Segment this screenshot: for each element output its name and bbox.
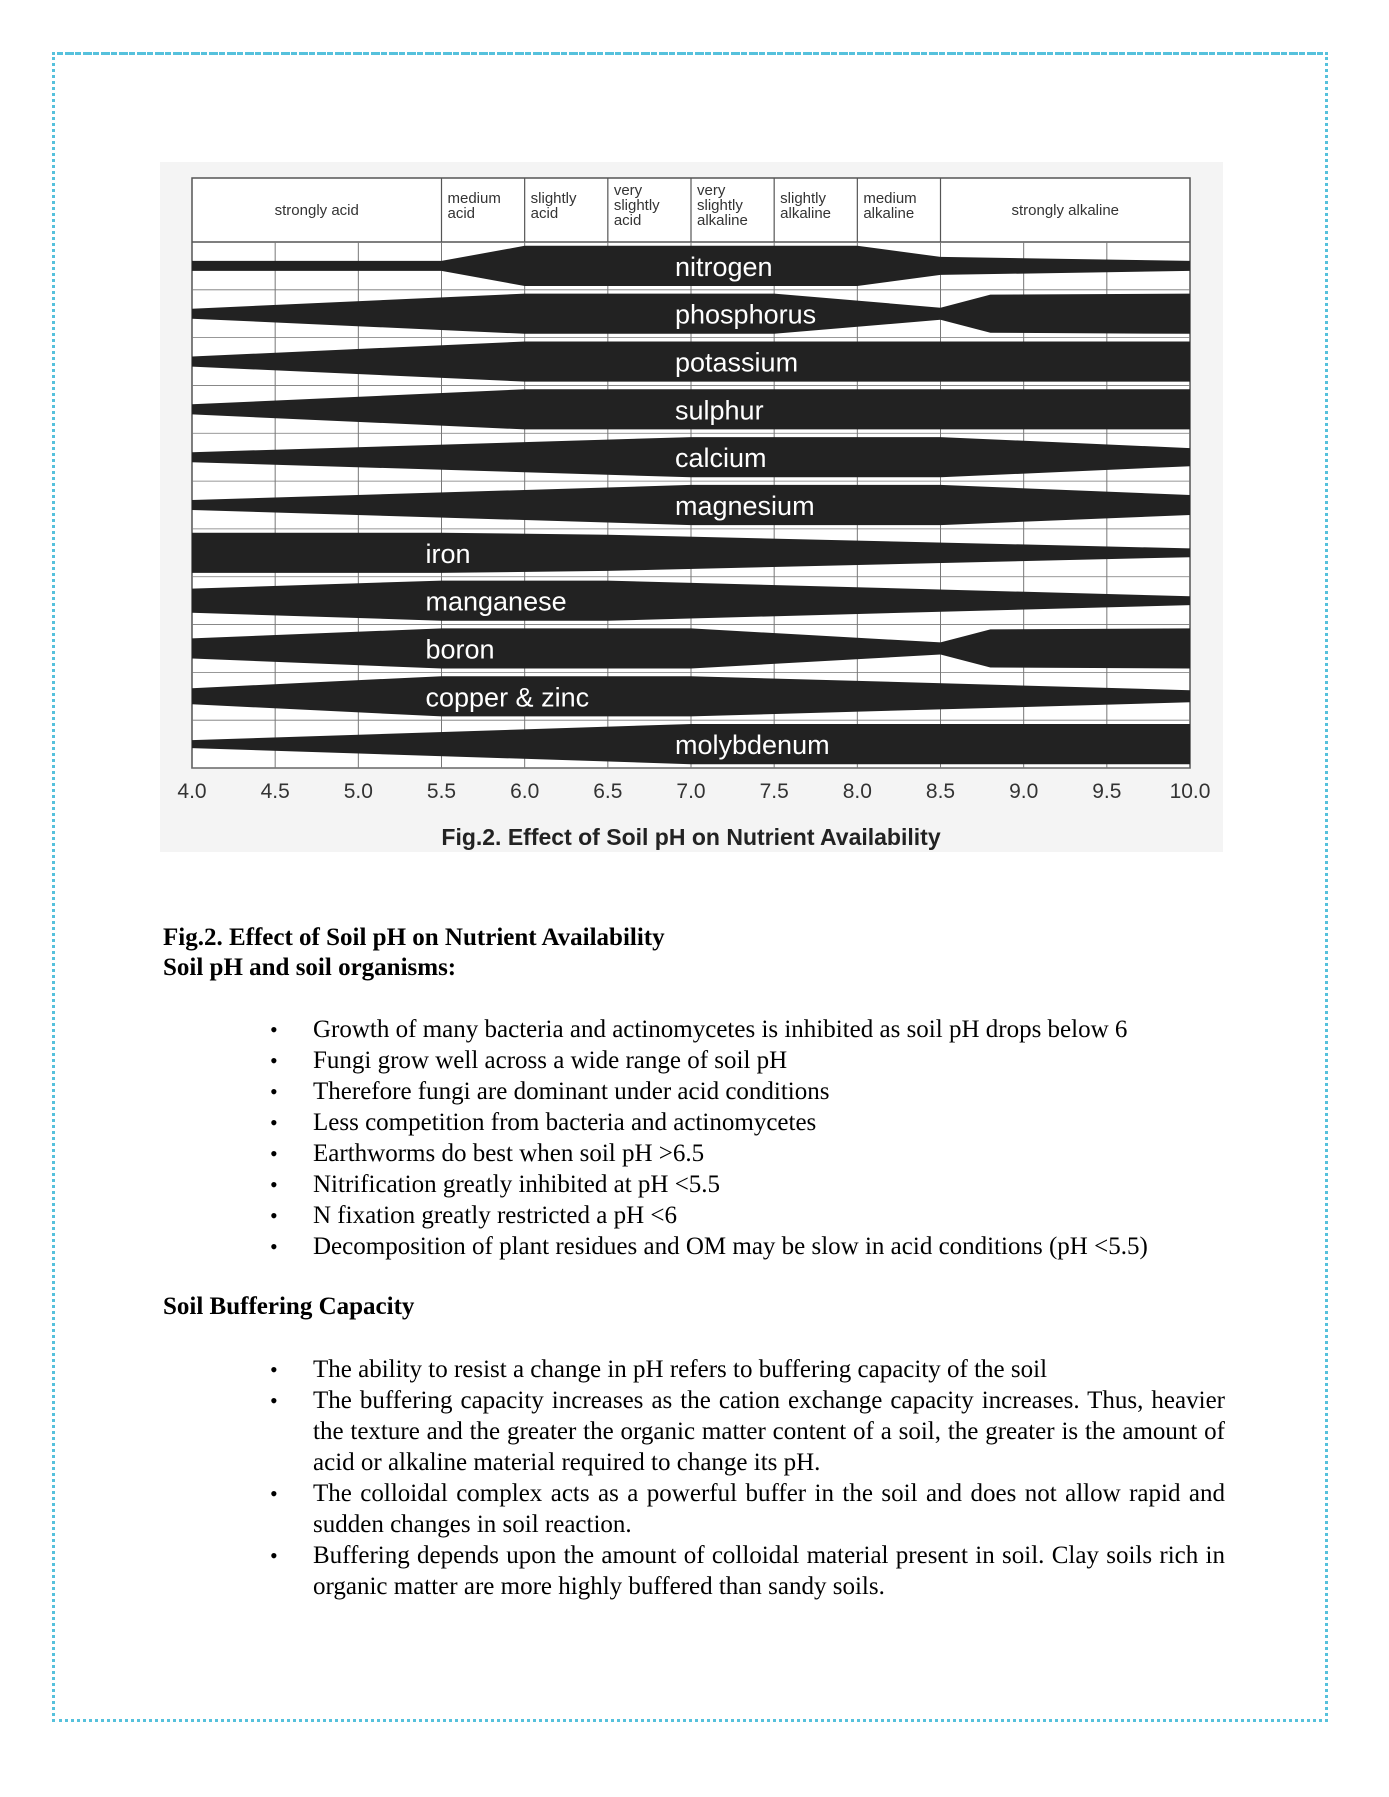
- zone-label: slightly: [613, 197, 660, 214]
- x-tick-label: 9.0: [1009, 780, 1039, 803]
- zone-label: alkaline: [697, 212, 748, 229]
- zone-label: very: [613, 182, 643, 199]
- zone-label: alkaline: [780, 205, 832, 222]
- zone-label: alkaline: [863, 205, 915, 222]
- x-tick-label: 5.5: [426, 780, 457, 803]
- list-item: • The buffering capacity increases as the cation exchange capacity increases. Thus, heavier the texture and the greater the organic matter content of a soil, the greater is the amount of acid or alkaline material required to change its pH.: [250, 1385, 1225, 1478]
- nutrient-label: boron: [425, 634, 495, 665]
- nutrient-label: phosphorus: [675, 299, 817, 330]
- nutrient-label: manganese: [425, 586, 567, 617]
- zone-label: strongly alkaline: [1011, 202, 1120, 219]
- zone-label: strongly acid: [274, 202, 359, 219]
- ph-nutrient-chart: [160, 162, 1223, 852]
- chart-caption: Fig.2. Effect of Soil pH on Nutrient Availability: [441, 824, 941, 850]
- nutrient-label: molybdenum: [675, 730, 830, 761]
- nutrient-label: sulphur: [675, 395, 764, 426]
- section-heading-buffering: Soil Buffering Capacity: [163, 1293, 415, 1320]
- list-item: • Therefore fungi are dominant under acid conditions: [250, 1076, 1225, 1107]
- list-item: • Decomposition of plant residues and OM may be slow in acid conditions (pH <5.5): [250, 1231, 1225, 1262]
- list-item: • N fixation greatly restricted a pH <6: [250, 1200, 1225, 1231]
- figure-caption-text: Fig.2. Effect of Soil pH on Nutrient Availability: [163, 924, 665, 951]
- chart-svg: [160, 162, 1223, 852]
- soil-organisms-list: [250, 1014, 1225, 1262]
- nutrient-label: potassium: [675, 347, 799, 378]
- list-item: • Less competition from bacteria and actinomycetes: [250, 1107, 1225, 1138]
- x-tick-label: 7.0: [676, 780, 706, 803]
- x-tick-label: 7.5: [759, 780, 789, 803]
- list-item: • The colloidal complex acts as a powerful buffer in the soil and does not allow rapid and sudden changes in soil reaction.: [250, 1478, 1225, 1540]
- x-tick-label: 8.5: [925, 780, 956, 803]
- list-item: • Fungi grow well across a wide range of soil pH: [250, 1045, 1225, 1076]
- nutrient-band: [192, 628, 1190, 668]
- zone-label: medium: [447, 190, 501, 207]
- list-item: • Buffering depends upon the amount of colloidal material present in soil. Clay soils rich in organic matter are more highly buffered than sandy soils.: [250, 1540, 1225, 1602]
- zone-label: medium: [863, 190, 917, 207]
- x-tick-label: 5.0: [343, 780, 373, 803]
- zone-label: slightly: [530, 190, 577, 207]
- zone-label: slightly: [780, 190, 827, 207]
- list-item: • The ability to resist a change in pH refers to buffering capacity of the soil: [250, 1354, 1225, 1385]
- x-tick-label: 6.0: [510, 780, 540, 803]
- zone-label: very: [697, 182, 726, 199]
- nutrient-label: nitrogen: [675, 251, 773, 282]
- x-tick-label: 10.0: [1169, 780, 1211, 803]
- list-item: • Earthworms do best when soil pH >6.5: [250, 1138, 1225, 1169]
- list-item: • Nitrification greatly inhibited at pH <5.5: [250, 1169, 1225, 1200]
- nutrient-label: calcium: [675, 443, 767, 474]
- zone-label: acid: [447, 205, 476, 222]
- zone-label: acid: [613, 212, 642, 229]
- x-tick-label: 4.0: [177, 780, 207, 803]
- x-tick-label: 6.5: [593, 780, 623, 803]
- list-item: • Growth of many bacteria and actinomycetes is inhibited as soil pH drops below 6: [250, 1014, 1225, 1045]
- nutrient-label: copper & zinc: [425, 682, 590, 713]
- section-heading-soil-organisms: Soil pH and soil organisms:: [163, 954, 457, 981]
- nutrient-label: magnesium: [675, 491, 815, 521]
- zone-label: slightly: [697, 197, 743, 214]
- x-tick-label: 4.5: [260, 780, 290, 803]
- x-tick-label: 9.5: [1092, 780, 1122, 803]
- nutrient-label: iron: [425, 538, 471, 569]
- zone-label: acid: [530, 205, 559, 222]
- x-tick-label: 8.0: [842, 780, 872, 803]
- buffering-list: [250, 1354, 1225, 1602]
